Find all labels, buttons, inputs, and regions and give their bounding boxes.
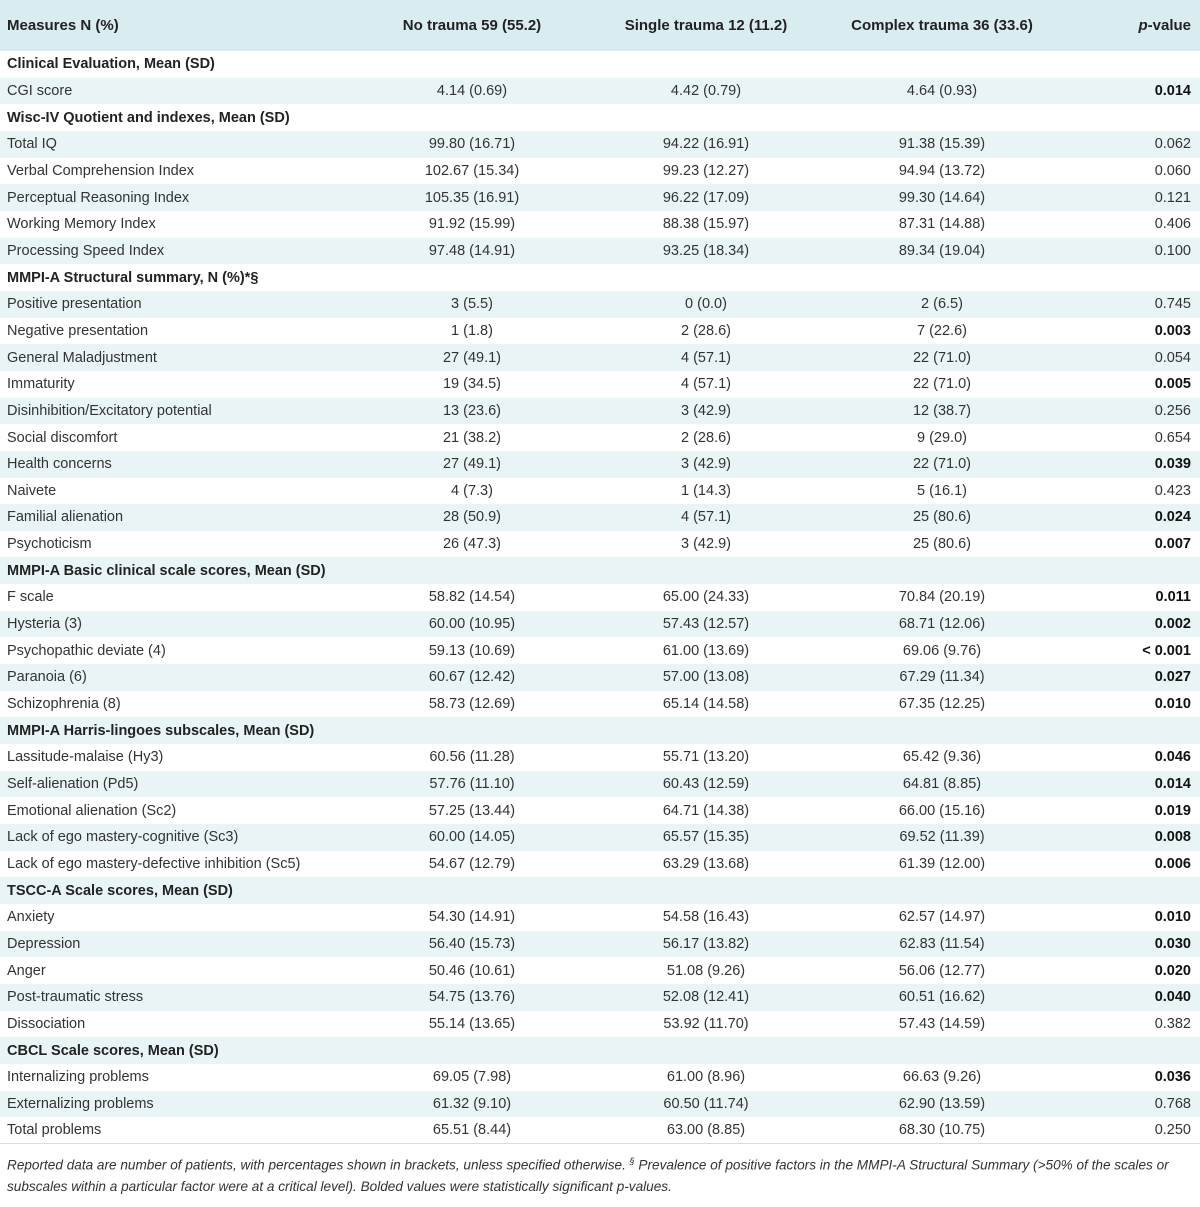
table-body [0, 51, 1200, 1144]
complex-trauma-value: 99.30 (14.64) [898, 189, 986, 206]
table-row [0, 611, 1200, 638]
measure-label: Post-traumatic stress [7, 989, 144, 1006]
no-trauma-value: 19 (34.5) [442, 376, 502, 393]
section-header-row [0, 557, 1200, 584]
no-trauma-value: 54.30 (14.91) [428, 909, 516, 926]
section-title: Clinical Evaluation, Mean (SD) [7, 56, 215, 73]
p-value: 0.024 [1154, 509, 1191, 526]
no-trauma-value: 99.80 (16.71) [428, 136, 516, 153]
p-value: 0.010 [1154, 909, 1191, 926]
table-row [0, 584, 1200, 611]
p-value: 0.040 [1154, 989, 1191, 1006]
p-value: 0.121 [1154, 189, 1191, 206]
no-trauma-value: 69.05 (7.98) [432, 1069, 512, 1086]
table-row [0, 824, 1200, 851]
measure-label: Paranoia (6) [7, 669, 87, 686]
complex-trauma-value: 62.83 (11.54) [899, 935, 985, 952]
table-footnote [0, 1144, 1200, 1197]
complex-trauma-value: 22 (71.0) [912, 376, 972, 393]
no-trauma-value: 4 (7.3) [451, 482, 493, 499]
table-row [0, 184, 1200, 211]
table-row [0, 318, 1200, 345]
single-trauma-value: 4 (57.1) [681, 509, 731, 526]
p-value: 0.062 [1154, 136, 1191, 153]
complex-trauma-value: 9 (29.0) [917, 429, 967, 446]
p-value: 0.002 [1154, 616, 1191, 633]
section-title: CBCL Scale scores, Mean (SD) [7, 1042, 219, 1059]
complex-trauma-value: 25 (80.6) [912, 536, 972, 553]
measure-label: CGI score [7, 82, 73, 99]
complex-trauma-value: 57.43 (14.59) [898, 1015, 986, 1032]
section-title: Wisc-IV Quotient and indexes, Mean (SD) [7, 109, 290, 126]
single-trauma-value: 96.22 (17.09) [662, 189, 750, 206]
table-row [0, 211, 1200, 238]
single-trauma-value: 57.43 (12.57) [662, 616, 750, 633]
single-trauma-value: 3 (42.9) [681, 536, 731, 553]
table-row [0, 637, 1200, 664]
complex-trauma-value: 64.81 (8.85) [902, 776, 982, 793]
section-header-row [0, 264, 1200, 291]
single-trauma-value: 61.00 (8.96) [666, 1069, 746, 1086]
measure-label: Self-alienation (Pd5) [7, 776, 139, 793]
single-trauma-value: 60.50 (11.74) [663, 1095, 749, 1112]
single-trauma-value: 4 (57.1) [681, 349, 731, 366]
p-value: 0.054 [1154, 349, 1191, 366]
table-row [0, 797, 1200, 824]
p-value: 0.250 [1154, 1122, 1191, 1139]
section-header-row [0, 1037, 1200, 1064]
complex-trauma-value: 61.39 (12.00) [898, 856, 986, 873]
no-trauma-value: 56.40 (15.73) [428, 935, 516, 952]
single-trauma-value: 94.22 (16.91) [662, 136, 750, 153]
footnote-text-1: Reported data are number of patients, with percentages shown in brackets, unless specified otherwise. [7, 1157, 630, 1173]
complex-trauma-value: 67.29 (11.34) [899, 669, 985, 686]
measure-label: Positive presentation [7, 296, 142, 313]
complex-trauma-value: 62.57 (14.97) [898, 909, 986, 926]
no-trauma-value: 21 (38.2) [442, 429, 502, 446]
single-trauma-value: 53.92 (11.70) [663, 1015, 749, 1032]
section-title: MMPI-A Structural summary, N (%)*§ [7, 269, 259, 286]
p-value: 0.768 [1154, 1095, 1191, 1112]
complex-trauma-value: 2 (6.5) [921, 296, 963, 313]
measure-label: Lack of ego mastery-defective inhibition (Sc5) [7, 856, 301, 873]
single-trauma-value: 4 (57.1) [681, 376, 731, 393]
complex-trauma-value: 4.64 (0.93) [906, 82, 978, 99]
table-row [0, 78, 1200, 105]
no-trauma-value: 28 (50.9) [442, 509, 502, 526]
complex-trauma-value: 67.35 (12.25) [898, 696, 986, 713]
single-trauma-value: 54.58 (16.43) [662, 909, 750, 926]
table-row [0, 1064, 1200, 1091]
header-p-value [1078, 0, 1200, 51]
complex-trauma-value: 66.63 (9.26) [902, 1069, 982, 1086]
single-trauma-value: 4.42 (0.79) [670, 82, 742, 99]
complex-trauma-value: 69.06 (9.76) [902, 642, 982, 659]
single-trauma-value: 2 (28.6) [681, 322, 731, 339]
section-header-row [0, 51, 1200, 78]
single-trauma-value: 63.29 (13.68) [662, 856, 750, 873]
p-value: 0.745 [1154, 296, 1191, 313]
single-trauma-value: 3 (42.9) [681, 456, 731, 473]
no-trauma-value: 27 (49.1) [442, 456, 502, 473]
p-value: 0.039 [1154, 456, 1191, 473]
measure-label: Anxiety [7, 909, 55, 926]
table-row [0, 424, 1200, 451]
measure-label: F scale [7, 589, 54, 606]
measure-label: Naivete [7, 482, 57, 499]
no-trauma-value: 3 (5.5) [451, 296, 493, 313]
footnote-text-2: Prevalence of positive factors in the MMPI-A Structural Summary (>50% of the scales or subscales within a particular factor were at a critical level). Bolded values were statistically significant [7, 1157, 1169, 1194]
no-trauma-value: 27 (49.1) [442, 349, 502, 366]
no-trauma-value: 61.32 (9.10) [432, 1095, 512, 1112]
header-row [0, 0, 1200, 51]
measure-label: Working Memory Index [7, 216, 156, 233]
section-header-row [0, 717, 1200, 744]
table-row [0, 131, 1200, 158]
complex-trauma-value: 94.94 (13.72) [898, 162, 986, 179]
complex-trauma-value: 22 (71.0) [912, 349, 972, 366]
table-row [0, 1117, 1200, 1144]
no-trauma-value: 1 (1.8) [451, 322, 493, 339]
table-row [0, 1011, 1200, 1038]
no-trauma-value: 58.73 (12.69) [428, 696, 516, 713]
table-row [0, 931, 1200, 958]
measure-label: Emotional alienation (Sc2) [7, 802, 177, 819]
p-value: 0.100 [1154, 242, 1191, 259]
table-row [0, 771, 1200, 798]
single-trauma-value: 63.00 (8.85) [666, 1122, 746, 1139]
complex-trauma-value: 70.84 (20.19) [898, 589, 986, 606]
table-row [0, 957, 1200, 984]
single-trauma-value: 51.08 (9.26) [666, 962, 746, 979]
table-row [0, 531, 1200, 558]
complex-trauma-value: 68.71 (12.06) [898, 616, 986, 633]
no-trauma-value: 4.14 (0.69) [436, 82, 508, 99]
no-trauma-value: 55.14 (13.65) [428, 1015, 516, 1032]
complex-trauma-value: 12 (38.7) [912, 402, 972, 419]
measure-label: Familial alienation [7, 509, 124, 526]
table-row [0, 904, 1200, 931]
p-value: 0.382 [1154, 1015, 1191, 1032]
single-trauma-value: 57.00 (13.08) [662, 669, 750, 686]
section-title: MMPI-A Basic clinical scale scores, Mean (SD) [7, 562, 326, 579]
header-complex-trauma: Complex trauma 36 (33.6) [851, 17, 1033, 34]
single-trauma-value: 52.08 (12.41) [662, 989, 750, 1006]
p-value: 0.011 [1155, 589, 1191, 606]
no-trauma-value: 60.00 (14.05) [428, 829, 516, 846]
footnote-text-3: -values. [624, 1178, 672, 1194]
single-trauma-value: 0 (0.0) [685, 296, 727, 313]
measure-label: Social discomfort [7, 429, 118, 446]
measure-label: Psychoticism [7, 536, 92, 553]
no-trauma-value: 50.46 (10.61) [428, 962, 516, 979]
no-trauma-value: 60.00 (10.95) [428, 616, 516, 633]
p-value: 0.007 [1154, 536, 1191, 553]
p-value: 0.005 [1154, 376, 1191, 393]
no-trauma-value: 60.67 (12.42) [428, 669, 516, 686]
no-trauma-value: 60.56 (11.28) [429, 749, 515, 766]
no-trauma-value: 59.13 (10.69) [428, 642, 516, 659]
measure-label: Schizophrenia (8) [7, 696, 121, 713]
complex-trauma-value: 89.34 (19.04) [898, 242, 986, 259]
table-row [0, 691, 1200, 718]
complex-trauma-value: 91.38 (15.39) [898, 136, 986, 153]
no-trauma-value: 26 (47.3) [442, 536, 502, 553]
table-row [0, 984, 1200, 1011]
complex-trauma-value: 25 (80.6) [912, 509, 972, 526]
no-trauma-value: 13 (23.6) [442, 402, 502, 419]
table-row [0, 344, 1200, 371]
measure-label: Perceptual Reasoning Index [7, 189, 190, 206]
single-trauma-value: 65.00 (24.33) [662, 589, 750, 606]
complex-trauma-value: 60.51 (16.62) [898, 989, 986, 1006]
p-value: 0.036 [1154, 1069, 1191, 1086]
measure-label: Negative presentation [7, 322, 149, 339]
single-trauma-value: 1 (14.3) [681, 482, 731, 499]
measure-label: Anger [7, 962, 46, 979]
single-trauma-value: 65.14 (14.58) [662, 696, 750, 713]
complex-trauma-value: 65.42 (9.36) [902, 749, 982, 766]
complex-trauma-value: 87.31 (14.88) [898, 216, 986, 233]
section-title: TSCC-A Scale scores, Mean (SD) [7, 882, 233, 899]
single-trauma-value: 99.23 (12.27) [662, 162, 750, 179]
p-value: 0.010 [1154, 696, 1191, 713]
measure-label: General Maladjustment [7, 349, 157, 366]
section-header-row [0, 104, 1200, 131]
single-trauma-value: 2 (28.6) [681, 429, 731, 446]
table-row [0, 504, 1200, 531]
no-trauma-value: 65.51 (8.44) [432, 1122, 512, 1139]
p-value: 0.014 [1154, 82, 1191, 99]
footnote-p-italic: p [616, 1178, 625, 1194]
table-row [0, 851, 1200, 878]
measure-label: Lassitude-malaise (Hy3) [7, 749, 164, 766]
p-value: 0.030 [1154, 935, 1191, 952]
section-header-row [0, 877, 1200, 904]
measure-label: Internalizing problems [7, 1069, 149, 1086]
table-row [0, 398, 1200, 425]
measure-label: Externalizing problems [7, 1095, 154, 1112]
measure-label: Processing Speed Index [7, 242, 165, 259]
complex-trauma-value: 69.52 (11.39) [899, 829, 985, 846]
no-trauma-value: 91.92 (15.99) [428, 216, 516, 233]
p-value: 0.008 [1154, 829, 1191, 846]
measure-label: Health concerns [7, 456, 112, 473]
no-trauma-value: 54.75 (13.76) [428, 989, 516, 1006]
complex-trauma-value: 22 (71.0) [912, 456, 972, 473]
table-row [0, 371, 1200, 398]
table-row [0, 478, 1200, 505]
table-header [0, 0, 1200, 51]
complex-trauma-value: 56.06 (12.77) [898, 962, 986, 979]
measure-label: Immaturity [7, 376, 75, 393]
single-trauma-value: 55.71 (13.20) [662, 749, 750, 766]
table-row [0, 1091, 1200, 1118]
p-value: 0.406 [1154, 216, 1191, 233]
table-row [0, 451, 1200, 478]
no-trauma-value: 97.48 (14.91) [428, 242, 516, 259]
single-trauma-value: 65.57 (15.35) [662, 829, 750, 846]
p-value: 0.003 [1154, 322, 1191, 339]
no-trauma-value: 102.67 (15.34) [424, 162, 520, 179]
complex-trauma-value: 7 (22.6) [917, 322, 967, 339]
p-value: 0.060 [1154, 162, 1191, 179]
p-value: 0.006 [1154, 856, 1191, 873]
measure-label: Hysteria (3) [7, 616, 82, 633]
header-p-italic: p [1138, 17, 1148, 34]
no-trauma-value: 54.67 (12.79) [428, 856, 516, 873]
p-value: 0.423 [1154, 482, 1191, 499]
complex-trauma-value: 66.00 (15.16) [898, 802, 986, 819]
p-value: 0.019 [1154, 802, 1191, 819]
no-trauma-value: 105.35 (16.91) [424, 189, 520, 206]
single-trauma-value: 3 (42.9) [681, 402, 731, 419]
p-value: 0.046 [1154, 749, 1191, 766]
measure-label: Disinhibition/Excitatory potential [7, 402, 212, 419]
measure-label: Dissociation [7, 1015, 86, 1032]
measure-label: Total problems [7, 1122, 102, 1139]
header-measures: Measures N (%) [7, 17, 119, 34]
header-p-suffix: -value [1147, 17, 1191, 34]
p-value: 0.027 [1154, 669, 1191, 686]
single-trauma-value: 93.25 (18.34) [662, 242, 750, 259]
complex-trauma-value: 5 (16.1) [917, 482, 967, 499]
measure-label: Total IQ [7, 136, 57, 153]
header-no-trauma: No trauma 59 (55.2) [402, 17, 542, 34]
p-value: 0.654 [1154, 429, 1191, 446]
measure-label: Verbal Comprehension Index [7, 162, 195, 179]
complex-trauma-value: 62.90 (13.59) [898, 1095, 986, 1112]
p-value: 0.020 [1154, 962, 1191, 979]
measure-label: Lack of ego mastery-cognitive (Sc3) [7, 829, 239, 846]
single-trauma-value: 61.00 (13.69) [662, 642, 750, 659]
table-row [0, 664, 1200, 691]
no-trauma-value: 57.25 (13.44) [428, 802, 516, 819]
p-value: < 0.001 [1142, 642, 1191, 659]
table-row [0, 291, 1200, 318]
no-trauma-value: 58.82 (14.54) [428, 589, 516, 606]
no-trauma-value: 57.76 (11.10) [429, 776, 515, 793]
measure-label: Depression [7, 935, 81, 952]
header-single-trauma: Single trauma 12 (11.2) [624, 17, 788, 34]
single-trauma-value: 64.71 (14.38) [662, 802, 750, 819]
p-value: 0.014 [1154, 776, 1191, 793]
measure-label: Psychopathic deviate (4) [7, 642, 166, 659]
single-trauma-value: 60.43 (12.59) [662, 776, 750, 793]
single-trauma-value: 56.17 (13.82) [662, 935, 750, 952]
footnote-section-mark: § [629, 1156, 635, 1167]
table-row [0, 744, 1200, 771]
p-value: 0.256 [1154, 402, 1191, 419]
table-row [0, 158, 1200, 185]
complex-trauma-value: 68.30 (10.75) [898, 1122, 986, 1139]
single-trauma-value: 88.38 (15.97) [662, 216, 750, 233]
section-title: MMPI-A Harris-lingoes subscales, Mean (SD) [7, 722, 315, 739]
table-row [0, 238, 1200, 265]
